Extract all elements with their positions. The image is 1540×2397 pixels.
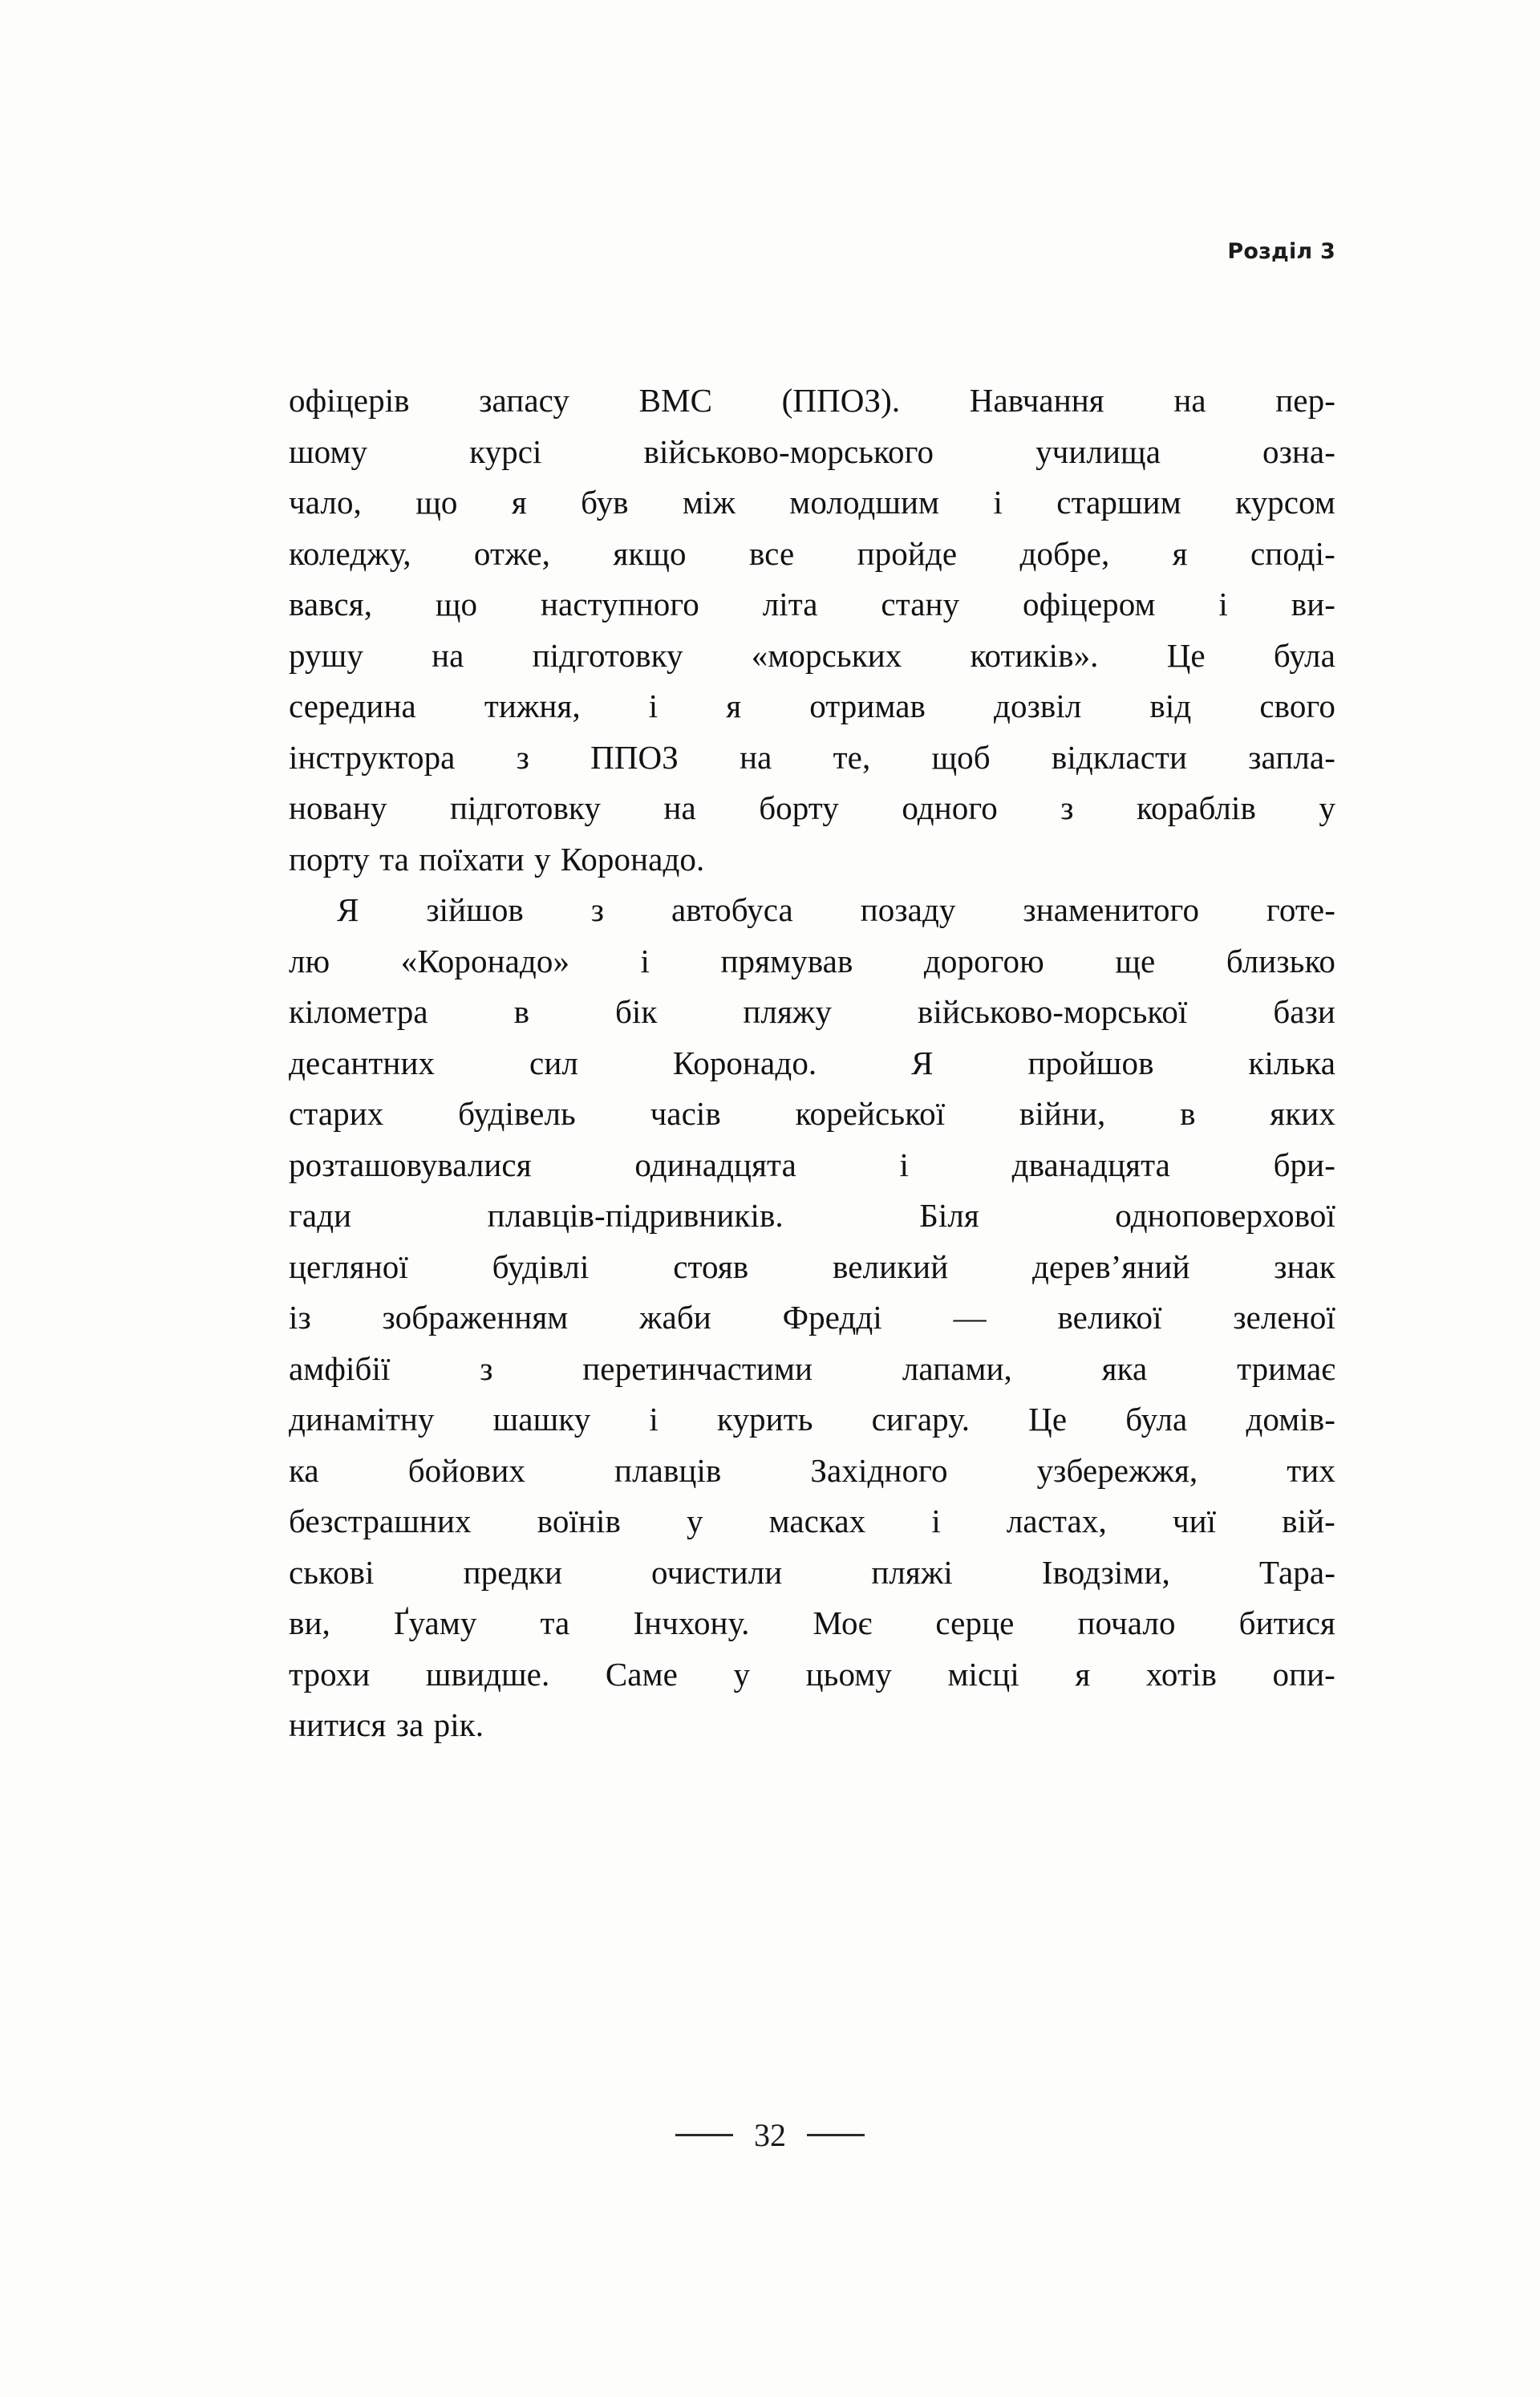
word: кілометра — [289, 993, 428, 1030]
word: лапами, — [902, 1349, 1012, 1387]
word: Коронадо. — [672, 1044, 817, 1081]
text-line — [289, 1496, 1335, 1547]
word: Це — [1028, 1401, 1068, 1438]
word: те, — [833, 738, 871, 776]
text-line — [289, 1446, 1335, 1497]
word: ППОЗ — [590, 738, 679, 776]
word: Біля — [919, 1197, 979, 1234]
word: я — [511, 484, 527, 521]
text-line — [289, 834, 1335, 886]
text-line — [289, 631, 1335, 682]
word: у — [733, 1655, 751, 1693]
word: з — [1060, 789, 1074, 826]
text-line — [289, 936, 1335, 988]
word: сил — [529, 1044, 578, 1081]
word: старих — [289, 1095, 384, 1132]
word: з — [480, 1349, 493, 1387]
word: плавців — [614, 1451, 722, 1489]
word: порту — [289, 840, 370, 878]
word: плавців-підривників. — [487, 1197, 784, 1234]
word: середина — [289, 687, 416, 724]
word: битися — [1238, 1604, 1335, 1641]
word: Західного — [810, 1451, 948, 1489]
word: добре, — [1019, 534, 1110, 572]
word: дванадцята — [1011, 1146, 1170, 1183]
word: — — [953, 1299, 987, 1336]
word: борту — [759, 789, 839, 826]
word: ще — [1115, 942, 1156, 979]
word: офіцером — [1023, 586, 1156, 623]
word: із — [289, 1299, 311, 1336]
word: курить — [717, 1401, 813, 1438]
word: і — [899, 1146, 910, 1183]
word: розташовувалися — [289, 1146, 532, 1183]
word: і — [1218, 586, 1228, 623]
word: і — [640, 942, 650, 979]
word: Я — [337, 891, 359, 928]
word: ластах, — [1006, 1503, 1107, 1539]
word: шашку — [492, 1401, 591, 1438]
word: якщо — [613, 534, 687, 572]
word: був — [581, 484, 629, 521]
text-line — [289, 1649, 1335, 1701]
word: я — [726, 687, 742, 724]
word: знаменитого — [1023, 891, 1200, 928]
word: корейської — [795, 1095, 946, 1132]
word: хотів — [1145, 1655, 1217, 1693]
word: перетинчастими — [582, 1349, 813, 1387]
word: курсом — [1235, 484, 1335, 521]
word: дорогою — [923, 942, 1044, 979]
text-line — [289, 1140, 1335, 1191]
running-head: Розділ 3 — [1227, 239, 1335, 264]
word: зображенням — [382, 1299, 569, 1336]
word: воїнів — [537, 1503, 621, 1539]
page-footer — [0, 2116, 1540, 2154]
word: поїхати — [419, 840, 525, 878]
word: Саме — [605, 1655, 678, 1693]
word: стану — [881, 586, 960, 623]
word: Фредді — [782, 1299, 882, 1336]
word: прямував — [720, 942, 853, 979]
word: сигару. — [871, 1401, 971, 1438]
word: з — [516, 738, 529, 776]
word: пер- — [1275, 382, 1335, 419]
text-line — [289, 1242, 1335, 1293]
word: Тара- — [1258, 1553, 1335, 1591]
word: була — [1273, 636, 1335, 674]
word: безстрашних — [289, 1503, 472, 1539]
word: війни, — [1019, 1095, 1106, 1132]
word: Я — [911, 1044, 934, 1081]
word: коледжу, — [289, 534, 411, 572]
text-line — [289, 529, 1335, 580]
word: відкласти — [1051, 738, 1188, 776]
word: отже, — [473, 534, 551, 572]
word: бік — [614, 993, 658, 1030]
text-line — [289, 1089, 1335, 1140]
word: чало, — [289, 484, 362, 521]
word: в — [1180, 1095, 1196, 1132]
word: на — [663, 789, 696, 826]
word: позаду — [860, 891, 956, 928]
text-line — [289, 987, 1335, 1038]
word: запасу — [479, 382, 569, 419]
word: серце — [935, 1604, 1015, 1641]
paragraph — [289, 375, 1335, 885]
word: будівлі — [492, 1247, 590, 1285]
word: одного — [902, 789, 998, 826]
word: у — [534, 840, 551, 878]
word: очистили — [651, 1553, 783, 1591]
text-line — [289, 427, 1335, 478]
word: і — [649, 1401, 659, 1438]
word: військово-морського — [643, 432, 934, 470]
page-number: 32 — [754, 2117, 786, 2153]
word: часів — [650, 1095, 721, 1132]
word: старшим — [1056, 484, 1181, 521]
word: Моє — [813, 1604, 873, 1641]
word: підготовку — [532, 636, 683, 674]
word: Ґуаму — [393, 1604, 477, 1641]
word: зеленої — [1233, 1299, 1335, 1336]
word: ВМС — [638, 382, 713, 419]
paragraph — [289, 885, 1335, 1751]
text-line — [289, 783, 1335, 834]
word: Коронадо. — [560, 840, 705, 878]
word: цьому — [805, 1655, 892, 1693]
word: тримає — [1237, 1349, 1335, 1387]
word: літа — [762, 586, 818, 623]
word: і — [931, 1503, 941, 1539]
word: озна- — [1262, 432, 1335, 470]
text-line — [289, 1598, 1335, 1649]
word: бри- — [1273, 1146, 1335, 1183]
word: Це — [1166, 636, 1206, 674]
word: що — [415, 484, 458, 521]
word: амфібії — [289, 1349, 391, 1387]
word: у — [1319, 789, 1335, 826]
text-line — [289, 579, 1335, 631]
text-line — [289, 1190, 1335, 1242]
folio-rule-right — [807, 2134, 865, 2136]
text-line — [289, 1292, 1335, 1344]
word: пляжу — [743, 993, 832, 1030]
word: ви- — [1291, 586, 1335, 623]
word: Навчання — [969, 382, 1104, 419]
word: швидше. — [425, 1655, 550, 1693]
word: готе- — [1266, 891, 1335, 928]
word: яких — [1270, 1095, 1335, 1132]
text-line — [289, 885, 1335, 936]
word: я — [1172, 534, 1188, 572]
word: почало — [1077, 1604, 1176, 1641]
word: ка — [289, 1451, 319, 1489]
word: свого — [1259, 687, 1335, 724]
word: від — [1149, 687, 1192, 724]
word: великий — [833, 1247, 949, 1285]
word: на — [1173, 382, 1206, 419]
word: молодшим — [789, 484, 940, 521]
text-line — [289, 1700, 1335, 1751]
word: офіцерів — [289, 382, 410, 419]
word: гади — [289, 1197, 352, 1234]
word: одноповерхової — [1115, 1197, 1335, 1234]
word: трохи — [289, 1655, 371, 1693]
word: зійшов — [426, 891, 524, 928]
word: шому — [289, 432, 368, 470]
text-line — [289, 1394, 1335, 1446]
word: «морських — [751, 636, 902, 674]
word: пройшов — [1027, 1044, 1154, 1081]
word: військово-морської — [917, 993, 1188, 1030]
word: близько — [1226, 942, 1335, 979]
word: була — [1125, 1401, 1188, 1438]
word: на — [432, 636, 464, 674]
text-line — [289, 375, 1335, 427]
word: домів- — [1246, 1401, 1335, 1438]
word: знак — [1274, 1247, 1335, 1285]
word: ви, — [289, 1604, 330, 1641]
word: динамітну — [289, 1401, 435, 1438]
word: та — [540, 1604, 570, 1641]
word: бази — [1273, 993, 1335, 1030]
word: все — [748, 534, 795, 572]
word: котиків». — [970, 636, 1099, 674]
word: у — [686, 1503, 703, 1539]
word: нитися — [289, 1706, 387, 1743]
word: «Коронадо» — [400, 942, 570, 979]
word: з — [590, 891, 605, 928]
word: споді- — [1250, 534, 1335, 572]
word: одинадцята — [634, 1146, 796, 1183]
word: що — [435, 586, 478, 623]
word: опи- — [1272, 1655, 1335, 1693]
word: кораблів — [1137, 789, 1256, 826]
word: ськові — [289, 1553, 375, 1591]
word: на — [740, 738, 772, 776]
word: і — [648, 687, 659, 724]
word: Іводзіми, — [1041, 1553, 1170, 1591]
word: новану — [289, 789, 387, 826]
word: яка — [1101, 1349, 1148, 1387]
body-text-block — [289, 375, 1335, 1751]
word: жаби — [639, 1299, 711, 1336]
word: бойових — [407, 1451, 526, 1489]
word: пляжі — [871, 1553, 953, 1591]
word: інструктора — [289, 738, 456, 776]
word: автобуса — [671, 891, 793, 928]
word: запла- — [1248, 738, 1335, 776]
text-line — [289, 732, 1335, 784]
word: кілька — [1248, 1044, 1335, 1081]
word: училища — [1035, 432, 1161, 470]
text-line — [289, 1547, 1335, 1599]
word: пройде — [857, 534, 958, 572]
word: Інчхону. — [633, 1604, 750, 1641]
word: та — [379, 840, 409, 878]
word: дозвіл — [994, 687, 1082, 724]
word: лю — [289, 942, 330, 979]
word: стояв — [673, 1247, 749, 1285]
word: рік. — [433, 1706, 484, 1743]
text-line — [289, 1344, 1335, 1395]
word: підготовку — [449, 789, 601, 826]
word: дерев’яний — [1032, 1247, 1190, 1285]
word: десантних — [289, 1044, 436, 1081]
word: тижня, — [484, 687, 581, 724]
text-line — [289, 1038, 1335, 1089]
word: чиї — [1172, 1503, 1217, 1539]
word: тих — [1287, 1451, 1335, 1489]
word: щоб — [931, 738, 991, 776]
word: масках — [768, 1503, 866, 1539]
word: предки — [463, 1553, 563, 1591]
text-line — [289, 681, 1335, 732]
word: отримав — [809, 687, 926, 724]
text-line — [289, 477, 1335, 529]
folio-rule-left — [675, 2134, 733, 2136]
word: будівель — [458, 1095, 576, 1132]
word: наступного — [540, 586, 699, 623]
word: узбережжя, — [1036, 1451, 1198, 1489]
word: великої — [1057, 1299, 1162, 1336]
word: між — [682, 484, 736, 521]
word: в — [513, 993, 530, 1030]
word: курсі — [469, 432, 542, 470]
word: цегляної — [289, 1247, 408, 1285]
word: вався, — [289, 586, 373, 623]
word: (ППОЗ). — [781, 382, 901, 419]
word: вій- — [1282, 1503, 1335, 1539]
word: рушу — [289, 636, 363, 674]
word: місці — [947, 1655, 1019, 1693]
word: і — [993, 484, 1003, 521]
word: за — [395, 1706, 424, 1743]
word: я — [1075, 1655, 1091, 1693]
